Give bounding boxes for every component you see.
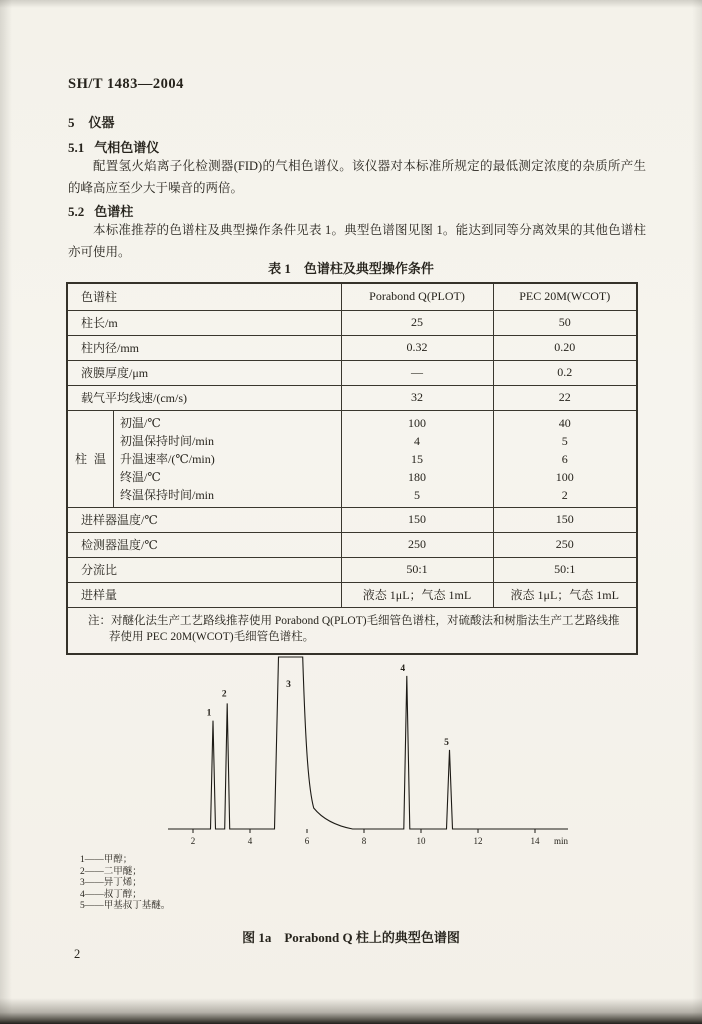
- table-header-row: [67, 283, 637, 310]
- row-label: 柱内径/mm: [67, 335, 341, 360]
- temp-values-porabond: [341, 410, 493, 507]
- col-header-column: 色谱柱: [67, 283, 341, 310]
- section-number: 5: [68, 115, 75, 130]
- table-row: [67, 507, 637, 532]
- x-axis-ticks: [191, 829, 569, 846]
- table-row: [67, 310, 637, 335]
- temp-group-label: [68, 411, 114, 507]
- row-value: 50:1: [341, 557, 493, 582]
- peak-number-label: 3: [286, 680, 291, 690]
- subrow-value: 40: [558, 415, 571, 430]
- row-value: 0.32: [341, 335, 493, 360]
- row-value: 32: [341, 385, 493, 410]
- subrow-label: 初温保持时间/min: [120, 433, 215, 448]
- standard-number: SH/T 1483—2004: [68, 76, 184, 92]
- temp-subrow-labels: [114, 411, 341, 507]
- chromatogram-plot: [80, 648, 600, 864]
- row-value: 250: [341, 532, 493, 557]
- table-row: [67, 335, 637, 360]
- table-row: [67, 557, 637, 582]
- scan-edge-bottom: [0, 998, 702, 1024]
- row-value: 22: [493, 385, 637, 410]
- peak-number-label: 4: [400, 663, 406, 674]
- subrow-label: 初温/℃: [120, 415, 161, 430]
- peak-number-label: 1: [206, 708, 212, 719]
- table-operating-conditions: [66, 282, 638, 655]
- figure-legend: [80, 855, 170, 913]
- temp-group-cell: [67, 410, 341, 507]
- col-header-pec: PEC 20M(WCOT): [493, 283, 637, 310]
- section-5-2-paragraph: 本标准推荐的色谱柱及典型操作条件见表 1。典型色谱图见图 1。能达到同等分离效果的其他色谱柱亦可使用。: [68, 223, 646, 259]
- subrow-value: 5: [561, 433, 568, 448]
- row-value: 50: [493, 310, 637, 335]
- legend-item: 3——异丁烯；: [80, 878, 142, 888]
- subrow-value: 100: [555, 469, 574, 484]
- scan-edge-left: [0, 0, 12, 1024]
- subrow-label: 升温速率/(℃/min): [120, 451, 215, 466]
- peak-number-label: 2: [221, 689, 227, 700]
- row-value: 150: [493, 507, 637, 532]
- row-label: 液膜厚度/μm: [67, 360, 341, 385]
- x-tick-label: 10: [416, 836, 426, 846]
- x-tick-label: 14: [530, 836, 540, 846]
- row-label: 分流比: [67, 557, 341, 582]
- x-axis-unit-label: min: [553, 836, 569, 846]
- row-label: 进样器温度/℃: [67, 507, 341, 532]
- section-5-1-paragraph: 配置氢火焰离子化检测器(FID)的气相色谱仪。该仪器对本标准所规定的最低测定浓度的杂质所产生的峰高应至少大于噪音的两倍。: [68, 159, 646, 195]
- row-label: 检测器温度/℃: [67, 532, 341, 557]
- temp-group-char: 柱: [75, 452, 88, 466]
- table-1-title: 表 1 色谱柱及典型操作条件: [268, 261, 434, 276]
- col-header-porabond: Porabond Q(PLOT): [341, 283, 493, 310]
- row-label: 进样量: [67, 582, 341, 607]
- section-title: 色谱柱: [94, 204, 134, 219]
- section-title: 仪器: [88, 115, 115, 130]
- temp-group-char: 温: [93, 452, 106, 466]
- legend-item: 1——甲醇；: [80, 855, 133, 865]
- legend-item: 2——二甲醚；: [80, 866, 142, 877]
- row-value: 150: [341, 507, 493, 532]
- subrow-value: 15: [411, 451, 423, 466]
- row-value: 0.20: [493, 335, 637, 360]
- row-value: 25: [341, 310, 493, 335]
- row-value: —: [341, 360, 493, 385]
- table-row: [67, 385, 637, 410]
- section-number: 5.1: [68, 140, 85, 155]
- table-row: [67, 532, 637, 557]
- peak-number-labels: [207, 664, 450, 748]
- section-number: 5.2: [68, 204, 85, 219]
- row-value: 液态 1μL；气态 1mL: [341, 582, 493, 607]
- section-5-2-heading: [68, 201, 133, 220]
- section-title: 气相色谱仪: [94, 140, 160, 155]
- table-note-row: [67, 607, 637, 654]
- subrow-value: 4: [414, 433, 420, 448]
- x-tick-label: 2: [190, 836, 196, 846]
- subrow-value: 6: [561, 451, 568, 466]
- temp-values-pec: [493, 410, 637, 507]
- legend-item: 4——叔丁醇；: [80, 889, 142, 900]
- row-label: 柱长/m: [67, 310, 341, 335]
- row-value: 250: [493, 532, 637, 557]
- subrow-label: 终温保持时间/min: [120, 487, 215, 502]
- peak-number-label: 5: [444, 737, 449, 748]
- section-5-1-heading: [68, 137, 159, 156]
- table-note: 注：对醚化法生产工艺路线推荐使用 Porabond Q(PLOT)毛细管色谱柱，对硫酸法和树脂法生产工艺路线推荐使用 PEC 20M(WCOT)毛细管色谱柱。: [67, 607, 637, 654]
- subrow-label: 终温/℃: [120, 469, 161, 484]
- row-label: 载气平均线速/(cm/s): [67, 385, 341, 410]
- x-tick-label: 4: [247, 836, 253, 846]
- table-row: [67, 582, 637, 607]
- chromatogram-trace: [168, 657, 568, 829]
- legend-item: 5——甲基叔丁基醚。: [80, 901, 171, 911]
- table-row-temp-group: [67, 410, 637, 507]
- page-number: 2: [74, 947, 81, 961]
- row-value: 液态 1μL；气态 1mL: [493, 582, 637, 607]
- x-tick-label: 8: [361, 836, 367, 846]
- row-value: 0.2: [493, 360, 637, 385]
- table-row: [67, 360, 637, 385]
- scan-edge-top: [0, 0, 702, 8]
- scan-edge-right: [692, 0, 702, 1024]
- x-tick-label: 12: [473, 836, 483, 846]
- row-value: 50:1: [493, 557, 637, 582]
- subrow-value: 100: [408, 415, 426, 430]
- x-tick-label: 6: [304, 836, 310, 846]
- subrow-value: 180: [408, 469, 426, 484]
- figure-caption: 图 1a Porabond Q 柱上的典型色谱图: [242, 930, 460, 945]
- subrow-value: 5: [414, 487, 420, 502]
- subrow-value: 2: [561, 487, 568, 502]
- section-5-heading: [68, 112, 115, 131]
